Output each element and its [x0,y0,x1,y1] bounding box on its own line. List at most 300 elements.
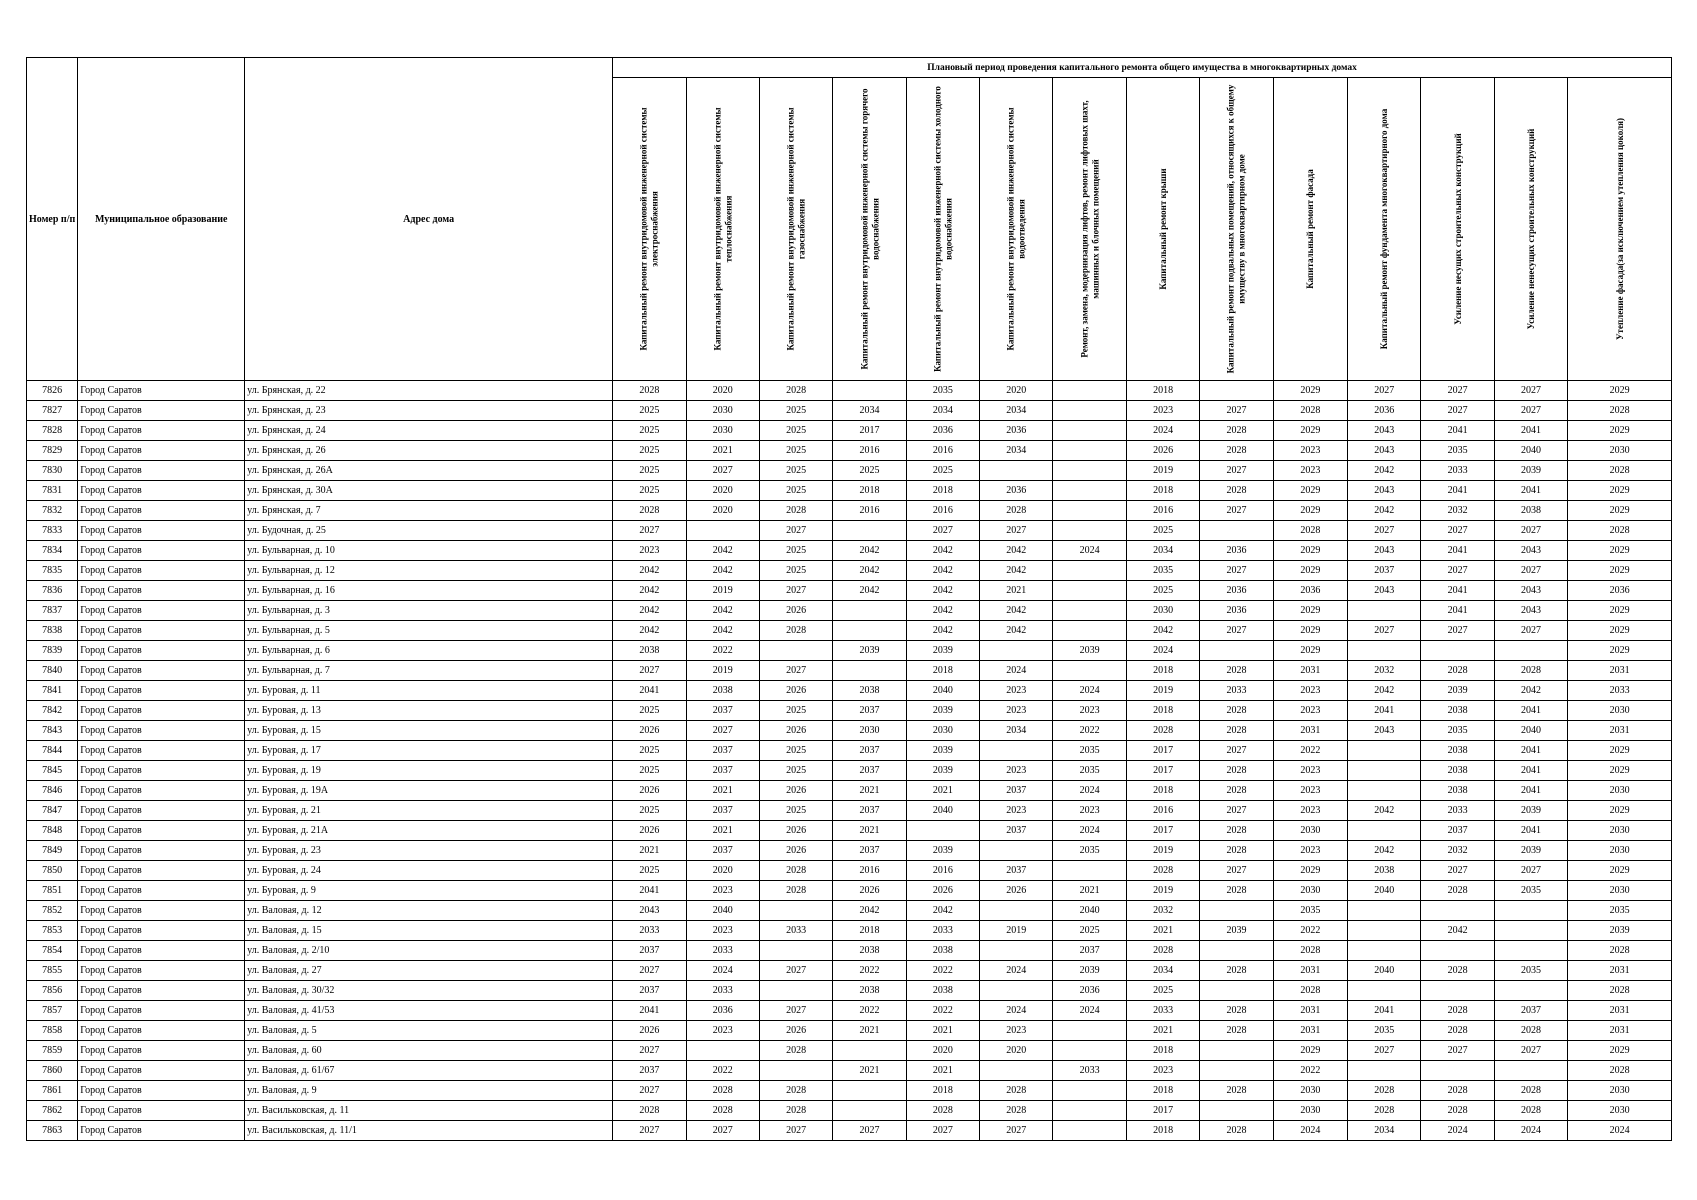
repair-year-cell: 2018 [833,481,906,501]
repair-year-cell: 2026 [906,881,979,901]
repair-year-cell: 2023 [980,681,1053,701]
repair-year-cell: 2031 [1273,1021,1347,1041]
address-cell: ул. Брянская, д. 7 [245,501,613,521]
repair-year-cell: 2033 [759,921,832,941]
repair-year-cell: 2036 [686,1001,759,1021]
row-number-cell: 7849 [27,841,78,861]
repair-year-cell [833,521,906,541]
repair-year-cell: 2028 [759,1101,832,1121]
municipality-cell: Город Саратов [78,461,245,481]
repair-year-cell: 2030 [1568,701,1672,721]
repair-year-cell: 2035 [1126,561,1199,581]
repair-year-cell: 2033 [1568,681,1672,701]
repair-year-cell: 2031 [1273,721,1347,741]
repair-year-cell [1053,581,1126,601]
repair-year-cell [1494,981,1567,1001]
row-number-cell: 7835 [27,561,78,581]
repair-year-cell: 2029 [1273,1041,1347,1061]
repair-year-cell: 2023 [686,1021,759,1041]
table-row [27,981,1672,1001]
repair-year-cell: 2043 [1348,421,1421,441]
repair-year-cell [1053,381,1126,401]
repair-year-cell: 2029 [1273,501,1347,521]
repair-year-cell [1494,901,1567,921]
repair-year-cell [906,821,979,841]
repair-year-cell: 2024 [686,961,759,981]
repair-year-cell: 2041 [1421,421,1494,441]
row-number-cell: 7842 [27,701,78,721]
repair-year-cell: 2028 [1200,821,1273,841]
repair-year-cell: 2023 [1273,701,1347,721]
repair-year-cell: 2028 [1200,841,1273,861]
repair-year-cell: 2029 [1568,381,1672,401]
repair-year-cell [980,461,1053,481]
repair-year-cell [980,841,1053,861]
repair-year-cell: 2036 [1273,581,1347,601]
repair-year-cell: 2038 [1421,761,1494,781]
repair-year-cell: 2030 [1568,441,1672,461]
header-work-12 [1421,78,1494,381]
repair-year-cell: 2018 [1126,661,1199,681]
repair-year-cell: 2038 [833,681,906,701]
address-cell: ул. Бульварная, д. 16 [245,581,613,601]
repair-year-cell: 2025 [759,461,832,481]
address-cell: ул. Буровая, д. 17 [245,741,613,761]
repair-year-cell: 2016 [833,501,906,521]
repair-year-cell [1200,641,1273,661]
municipality-cell: Город Саратов [78,441,245,461]
repair-year-cell: 2027 [1200,861,1273,881]
repair-year-cell: 2027 [1421,561,1494,581]
repair-year-cell: 2025 [759,441,832,461]
address-cell: ул. Валовая, д. 41/53 [245,1001,613,1021]
address-cell: ул. Брянская, д. 24 [245,421,613,441]
repair-year-cell: 2027 [613,521,686,541]
repair-year-cell [1053,1101,1126,1121]
repair-year-cell: 2030 [1568,1101,1672,1121]
repair-year-cell: 2022 [1273,921,1347,941]
repair-year-cell: 2028 [1200,1081,1273,1101]
repair-year-cell: 2018 [1126,1081,1199,1101]
repair-year-cell: 2026 [759,721,832,741]
repair-year-cell: 2022 [1053,721,1126,741]
repair-year-cell: 2019 [686,581,759,601]
repair-year-cell: 2018 [1126,1121,1199,1141]
repair-year-cell: 2038 [613,641,686,661]
table-row [27,1101,1672,1121]
repair-year-cell: 2042 [833,901,906,921]
repair-year-cell: 2025 [613,441,686,461]
repair-year-cell: 2038 [833,981,906,1001]
municipality-cell: Город Саратов [78,901,245,921]
table-row [27,941,1672,961]
repair-year-cell: 2028 [1421,661,1494,681]
repair-year-cell [980,741,1053,761]
table-row [27,1001,1672,1021]
repair-year-cell: 2031 [1568,961,1672,981]
repair-year-cell: 2028 [1273,401,1347,421]
repair-year-cell: 2029 [1273,641,1347,661]
repair-year-cell: 2025 [759,481,832,501]
repair-year-cell: 2028 [1421,961,1494,981]
repair-year-cell: 2027 [1494,621,1567,641]
repair-year-cell: 2029 [1273,541,1347,561]
repair-year-cell: 2025 [759,761,832,781]
repair-year-cell: 2024 [1494,1121,1567,1141]
repair-year-cell: 2028 [759,1081,832,1101]
repair-year-cell [980,981,1053,1001]
repair-year-cell: 2025 [613,701,686,721]
repair-year-cell: 2039 [906,761,979,781]
repair-year-cell [1200,381,1273,401]
repair-year-cell: 2028 [613,381,686,401]
repair-year-cell: 2027 [906,521,979,541]
address-cell: ул. Валовая, д. 5 [245,1021,613,1041]
repair-year-cell: 2029 [1568,421,1672,441]
repair-year-cell [1200,981,1273,1001]
repair-year-cell: 2027 [1200,741,1273,761]
municipality-cell: Город Саратов [78,701,245,721]
repair-year-cell: 2029 [1568,641,1672,661]
repair-year-cell: 2025 [833,461,906,481]
table-row [27,501,1672,521]
header-work-label: Ремонт, замена, модернизация лифтов, ремонт лифтовых шахт, машинных и блочных помещений [1079,100,1100,358]
header-work-2 [686,78,759,381]
header-address: Адрес дома [245,58,613,381]
repair-year-cell: 2026 [980,881,1053,901]
repair-year-cell [1348,941,1421,961]
repair-year-cell: 2035 [1273,901,1347,921]
repair-year-cell: 2025 [613,761,686,781]
repair-year-cell: 2024 [980,961,1053,981]
repair-year-cell: 2027 [1421,1041,1494,1061]
address-cell: ул. Валовая, д. 27 [245,961,613,981]
repair-year-cell: 2026 [759,821,832,841]
repair-year-cell: 2033 [1421,801,1494,821]
address-cell: ул. Валовая, д. 15 [245,921,613,941]
repair-year-cell: 2042 [686,541,759,561]
header-work-label: Усиление ненесущих строительных конструкций [1525,128,1536,330]
municipality-cell: Город Саратов [78,721,245,741]
repair-year-cell: 2017 [1126,741,1199,761]
municipality-cell: Город Саратов [78,681,245,701]
address-cell: ул. Валовая, д. 60 [245,1041,613,1061]
repair-year-cell: 2037 [833,801,906,821]
repair-year-cell: 2024 [980,661,1053,681]
municipality-cell: Город Саратов [78,621,245,641]
municipality-cell: Город Саратов [78,1121,245,1141]
repair-year-cell: 2038 [1421,741,1494,761]
row-number-cell: 7863 [27,1121,78,1141]
header-work-4 [833,78,906,381]
repair-year-cell: 2027 [613,1041,686,1061]
repair-year-cell: 2034 [980,721,1053,741]
repair-year-cell: 2025 [613,481,686,501]
repair-year-cell: 2028 [759,501,832,521]
repair-year-cell: 2018 [1126,781,1199,801]
repair-year-cell: 2023 [1273,681,1347,701]
repair-year-cell: 2029 [1273,381,1347,401]
repair-year-cell: 2041 [1494,741,1567,761]
repair-year-cell: 2028 [1200,421,1273,441]
repair-year-cell: 2025 [759,741,832,761]
municipality-cell: Город Саратов [78,761,245,781]
repair-year-cell: 2036 [1348,401,1421,421]
repair-year-cell: 2039 [1200,921,1273,941]
address-cell: ул. Бульварная, д. 12 [245,561,613,581]
municipality-cell: Город Саратов [78,941,245,961]
repair-year-cell: 2025 [1126,581,1199,601]
municipality-cell: Город Саратов [78,561,245,581]
repair-year-cell: 2042 [686,621,759,641]
repair-year-cell: 2028 [1421,881,1494,901]
table-row [27,381,1672,401]
address-cell: ул. Буровая, д. 21А [245,821,613,841]
repair-year-cell: 2039 [906,641,979,661]
header-work-label: Утепление фасада(за исключением утепления цоколя) [1614,117,1625,341]
repair-year-cell: 2043 [1494,581,1567,601]
repair-year-cell: 2018 [833,921,906,941]
header-work-14 [1568,78,1672,381]
repair-year-cell: 2028 [1200,661,1273,681]
repair-year-cell: 2027 [1348,381,1421,401]
repair-year-cell: 2021 [686,821,759,841]
repair-year-cell: 2025 [613,801,686,821]
repair-year-cell: 2021 [686,781,759,801]
repair-year-cell: 2018 [906,1081,979,1101]
repair-year-cell: 2040 [1494,441,1567,461]
row-number-cell: 7848 [27,821,78,841]
repair-year-cell: 2042 [833,561,906,581]
repair-year-cell: 2037 [833,761,906,781]
repair-year-cell: 2037 [686,801,759,821]
repair-year-cell [1348,741,1421,761]
repair-year-cell: 2028 [1568,521,1672,541]
table-row [27,841,1672,861]
header-work-label: Усиление несущих строительных конструкций [1452,133,1463,325]
repair-year-cell: 2035 [906,381,979,401]
repair-year-cell: 2022 [1273,1061,1347,1081]
repair-year-cell: 2042 [980,561,1053,581]
repair-year-cell [1494,1061,1567,1081]
repair-year-cell [1200,941,1273,961]
repair-year-cell [980,901,1053,921]
repair-year-cell: 2042 [980,621,1053,641]
repair-year-cell: 2042 [833,581,906,601]
repair-year-cell [759,1061,832,1081]
row-number-cell: 7858 [27,1021,78,1041]
municipality-cell: Город Саратов [78,801,245,821]
header-work-label: Капитальный ремонт внутридомовой инженерной системы электроснабжения [638,107,660,351]
repair-year-cell: 2028 [1126,861,1199,881]
repair-year-cell: 2037 [1348,561,1421,581]
repair-year-cell: 2027 [613,961,686,981]
repair-year-cell: 2038 [1348,861,1421,881]
repair-year-cell: 2029 [1568,601,1672,621]
row-number-cell: 7843 [27,721,78,741]
repair-year-cell: 2023 [1053,801,1126,821]
repair-year-cell: 2029 [1273,861,1347,881]
header-number: Номер п/п [27,58,78,381]
repair-year-cell: 2033 [1126,1001,1199,1021]
repair-year-cell: 2035 [1053,841,1126,861]
repair-year-cell: 2030 [906,721,979,741]
repair-year-cell: 2036 [1053,981,1126,1001]
repair-year-cell [1421,1061,1494,1081]
row-number-cell: 7838 [27,621,78,641]
repair-year-cell: 2035 [1494,961,1567,981]
repair-year-cell: 2031 [1568,1001,1672,1021]
repair-year-cell: 2016 [906,501,979,521]
repair-year-cell: 2042 [613,561,686,581]
municipality-cell: Город Саратов [78,861,245,881]
repair-year-cell: 2029 [1273,421,1347,441]
repair-year-cell: 2041 [1494,701,1567,721]
repair-year-cell: 2027 [1200,621,1273,641]
repair-year-cell: 2039 [1568,921,1672,941]
repair-year-cell: 2037 [980,781,1053,801]
repair-year-cell: 2043 [1494,541,1567,561]
repair-year-cell [833,1041,906,1061]
repair-year-cell: 2039 [1494,801,1567,821]
repair-year-cell: 2041 [1421,541,1494,561]
repair-year-cell: 2027 [686,461,759,481]
repair-year-cell [1053,561,1126,581]
repair-year-cell: 2028 [1494,661,1567,681]
repair-year-cell: 2028 [613,1101,686,1121]
repair-year-cell: 2030 [1568,1081,1672,1101]
row-number-cell: 7840 [27,661,78,681]
repair-year-cell [1348,981,1421,1001]
repair-year-cell: 2030 [1273,881,1347,901]
repair-year-cell [980,1061,1053,1081]
repair-year-cell: 2041 [613,681,686,701]
repair-year-cell: 2027 [613,661,686,681]
repair-year-cell: 2019 [1126,681,1199,701]
repair-year-cell: 2031 [1568,721,1672,741]
repair-year-cell: 2038 [686,681,759,701]
repair-year-cell: 2023 [1273,761,1347,781]
repair-year-cell: 2027 [1494,521,1567,541]
repair-year-cell: 2034 [1126,541,1199,561]
repair-year-cell: 2037 [686,761,759,781]
header-work-label: Капитальный ремонт внутридомовой инженерной системы горячего водоснабжения [859,88,880,370]
table-row [27,461,1672,481]
repair-year-cell [1053,1081,1126,1101]
repair-year-cell: 2023 [1273,461,1347,481]
repair-year-cell: 2027 [1494,401,1567,421]
repair-year-cell: 2036 [1568,581,1672,601]
repair-year-cell: 2021 [833,1061,906,1081]
repair-year-cell [759,901,832,921]
repair-year-cell: 2028 [1200,761,1273,781]
municipality-cell: Город Саратов [78,1081,245,1101]
repair-year-cell: 2028 [759,861,832,881]
repair-year-cell: 2028 [1421,1021,1494,1041]
header-municipality: Муниципальное образование [78,58,245,381]
row-number-cell: 7831 [27,481,78,501]
repair-year-cell: 2041 [613,1001,686,1021]
repair-year-cell: 2037 [833,841,906,861]
repair-year-cell: 2017 [1126,1101,1199,1121]
repair-year-cell: 2023 [613,541,686,561]
repair-year-cell: 2016 [906,861,979,881]
repair-year-cell: 2018 [906,481,979,501]
repair-year-cell: 2028 [1348,1081,1421,1101]
repair-year-cell: 2029 [1568,861,1672,881]
repair-year-cell: 2027 [1200,501,1273,521]
address-cell: ул. Валовая, д. 2/10 [245,941,613,961]
repair-year-cell: 2029 [1568,741,1672,761]
row-number-cell: 7833 [27,521,78,541]
repair-year-cell: 2032 [1126,901,1199,921]
repair-year-cell: 2024 [1568,1121,1672,1141]
repair-year-cell: 2018 [1126,1041,1199,1061]
repair-year-cell: 2037 [613,1061,686,1081]
repair-year-cell: 2027 [613,1081,686,1101]
table-row [27,441,1672,461]
header-work-label: Капитальный ремонт внутридомовой инженерной системы водоотведения [1005,107,1027,351]
address-cell: ул. Бульварная, д. 5 [245,621,613,641]
repair-year-cell: 2029 [1273,601,1347,621]
table-row [27,421,1672,441]
repair-year-cell: 2020 [686,861,759,881]
repair-year-cell: 2028 [686,1101,759,1121]
repair-year-cell: 2027 [980,1121,1053,1141]
repair-year-cell: 2034 [1348,1121,1421,1141]
repair-year-cell: 2041 [1421,481,1494,501]
repair-year-cell: 2027 [1494,1041,1567,1061]
repair-year-cell: 2025 [759,701,832,721]
header-planned-period: Плановый период проведения капитального ремонта общего имущества в многоквартирных домах [613,58,1672,78]
repair-year-cell: 2041 [1494,761,1567,781]
repair-year-cell: 2029 [1568,481,1672,501]
table-row [27,701,1672,721]
repair-year-cell: 2038 [1421,781,1494,801]
repair-year-cell: 2036 [1200,581,1273,601]
header-work-label: Капитальный ремонт внутридомовой инженерной системы газоснабжения [785,107,807,351]
repair-year-cell: 2028 [1200,441,1273,461]
table-row [27,741,1672,761]
repair-year-cell: 2039 [1053,641,1126,661]
table-row [27,801,1672,821]
repair-year-cell: 2042 [906,561,979,581]
municipality-cell: Город Саратов [78,381,245,401]
repair-year-cell: 2023 [980,1021,1053,1041]
repair-year-cell: 2028 [613,501,686,521]
repair-year-cell: 2041 [1348,701,1421,721]
repair-year-cell [1200,1061,1273,1081]
repair-year-cell: 2027 [759,1001,832,1021]
row-number-cell: 7854 [27,941,78,961]
table-row [27,1021,1672,1041]
repair-year-cell [1053,481,1126,501]
repair-year-cell: 2024 [1053,541,1126,561]
repair-year-cell: 2042 [906,601,979,621]
repair-year-cell: 2028 [1568,461,1672,481]
header-work-6 [980,78,1053,381]
repair-year-cell: 2027 [1494,561,1567,581]
repair-year-cell [759,981,832,1001]
repair-year-cell: 2026 [613,781,686,801]
table-row [27,761,1672,781]
table-row [27,781,1672,801]
repair-year-cell: 2042 [613,581,686,601]
repair-year-cell: 2037 [1053,941,1126,961]
repair-year-cell: 2030 [1273,821,1347,841]
repair-year-cell: 2029 [1568,801,1672,821]
repair-year-cell: 2038 [833,941,906,961]
